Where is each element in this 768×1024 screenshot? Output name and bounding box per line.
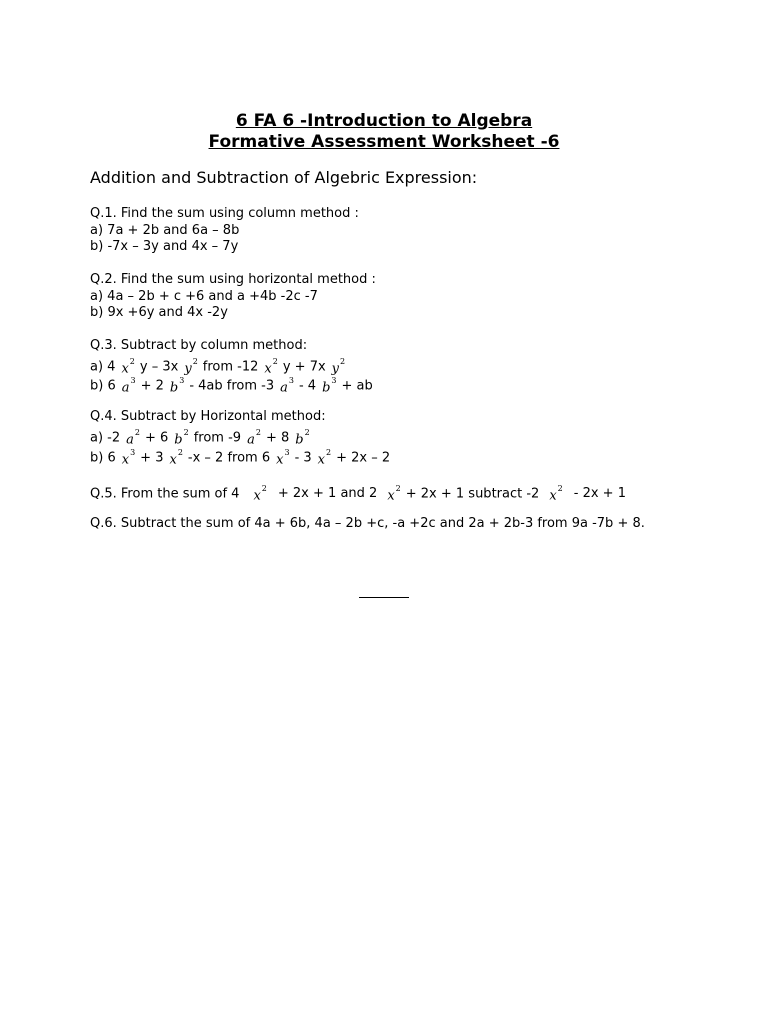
exponent: 2 <box>134 427 140 437</box>
variable-letter: x <box>169 451 177 467</box>
exponent: 2 <box>255 427 261 437</box>
text-segment: y – 3x <box>139 358 179 374</box>
variable <box>332 357 345 377</box>
text-segment: + 2 <box>140 377 164 393</box>
title-line-2: Formative Assessment Worksheet -6 <box>208 132 560 152</box>
variable <box>322 376 336 396</box>
variable <box>264 357 277 377</box>
question-6: Q.6. Subtract the sum of 4a + 6b, 4a – 2b +c, -a +2c and 2a + 2b-3 from 9a -7b + 8. <box>90 516 645 531</box>
variable <box>247 428 261 448</box>
exponent: 3 <box>284 447 290 457</box>
variable <box>253 484 266 504</box>
variable <box>184 357 197 377</box>
variable-letter: a <box>247 431 255 447</box>
exponent: 3 <box>331 375 337 385</box>
exponent: 2 <box>177 447 183 457</box>
question-3-prompt: Q.3. Subtract by column method: <box>90 338 308 353</box>
question-4-part-b <box>90 446 390 465</box>
variable-letter: b <box>169 379 179 395</box>
text-segment: y + 7x <box>282 358 326 374</box>
text-segment: + 6 <box>145 429 169 445</box>
text-segment: from -9 <box>193 429 242 445</box>
text-segment: b) 6 <box>90 377 116 393</box>
question-4 <box>90 409 390 465</box>
variable-letter: x <box>549 488 557 504</box>
question-4-prompt: Q.4. Subtract by Horizontal method: <box>90 409 326 424</box>
text-segment: b) 6 <box>90 449 116 465</box>
variable-letter: y <box>331 360 340 376</box>
text-segment: + 2x + 1 and 2 <box>277 486 378 502</box>
exponent: 2 <box>326 447 332 457</box>
variable-letter: x <box>121 451 130 467</box>
variable <box>121 357 134 377</box>
exponent: 3 <box>179 375 185 385</box>
exponent: 2 <box>129 356 135 366</box>
text-segment: + 3 <box>140 449 164 465</box>
exponent: 2 <box>272 356 278 366</box>
variable <box>280 376 294 396</box>
question-5-line <box>90 482 626 504</box>
variable-letter: y <box>184 360 192 376</box>
variable-letter: b <box>174 431 183 447</box>
question-3-part-a <box>90 355 373 374</box>
variable <box>549 484 562 504</box>
exponent: 2 <box>192 356 198 366</box>
text-segment: - 3 <box>294 449 312 465</box>
variable-letter: b <box>322 379 331 395</box>
section-heading: Addition and Subtraction of Algebric Expression: <box>90 168 478 187</box>
exponent: 2 <box>304 427 310 437</box>
question-2 <box>90 272 376 322</box>
question-2-part-b: b) 9x +6y and 4x -2y <box>90 305 228 320</box>
question-3-part-b <box>90 374 373 393</box>
text-segment: a) 4 <box>90 358 116 374</box>
question-4-part-a <box>90 426 390 446</box>
text-segment: + 2x – 2 <box>336 449 391 465</box>
variable-letter: x <box>121 360 129 376</box>
exponent: 2 <box>557 484 563 493</box>
variable <box>170 376 184 396</box>
question-1 <box>90 206 359 256</box>
text-segment: + 8 <box>265 429 290 445</box>
variable <box>387 484 400 504</box>
variable <box>318 448 331 468</box>
question-1-part-b: b) -7x – 3y and 4x – 7y <box>90 239 239 254</box>
variable-letter: x <box>253 488 261 504</box>
exponent: 2 <box>395 484 401 493</box>
text-segment: from -12 <box>202 358 259 374</box>
variable-letter: a <box>121 379 130 395</box>
exponent: 3 <box>130 375 136 385</box>
question-2-part-a: a) 4a – 2b + c +6 and a +4b -2c -7 <box>90 288 318 304</box>
question-3 <box>90 338 373 393</box>
variable <box>295 428 309 448</box>
variable-letter: a <box>126 431 134 447</box>
variable-letter: x <box>317 451 326 467</box>
variable-letter: b <box>295 431 304 447</box>
exponent: 3 <box>288 375 294 385</box>
variable <box>276 448 289 468</box>
variable-letter: a <box>280 379 288 395</box>
text-segment: + ab <box>341 377 373 393</box>
text-segment: a) -2 <box>90 429 121 445</box>
text-segment: - 4ab from -3 <box>189 377 275 393</box>
text-segment: + 2x + 1 subtract -2 <box>405 486 540 502</box>
question-1-part-a: a) 7a + 2b and 6a – 8b <box>90 222 240 238</box>
footer-rule <box>359 588 409 598</box>
exponent: 2 <box>340 356 346 366</box>
question-1-prompt: Q.1. Find the sum using column method : <box>90 206 359 221</box>
variable-letter: x <box>276 451 284 467</box>
variable <box>122 448 135 468</box>
variable <box>126 428 140 448</box>
text-segment: - 2x + 1 <box>573 486 626 502</box>
question-5 <box>90 482 626 504</box>
exponent: 3 <box>130 447 136 457</box>
exponent: 2 <box>261 484 267 493</box>
exponent: 2 <box>183 427 189 437</box>
variable-letter: x <box>387 488 395 504</box>
variable <box>174 428 188 448</box>
variable <box>169 448 182 468</box>
variable <box>122 376 136 396</box>
text-segment: - 4 <box>298 377 317 393</box>
title-line-1: 6 FA 6 -Introduction to Algebra <box>235 111 533 131</box>
question-2-prompt: Q.2. Find the sum using horizontal method : <box>90 272 376 287</box>
text-segment: -x – 2 from 6 <box>187 449 271 465</box>
text-segment: Q.5. From the sum of 4 <box>90 486 240 502</box>
variable-letter: x <box>264 360 272 376</box>
